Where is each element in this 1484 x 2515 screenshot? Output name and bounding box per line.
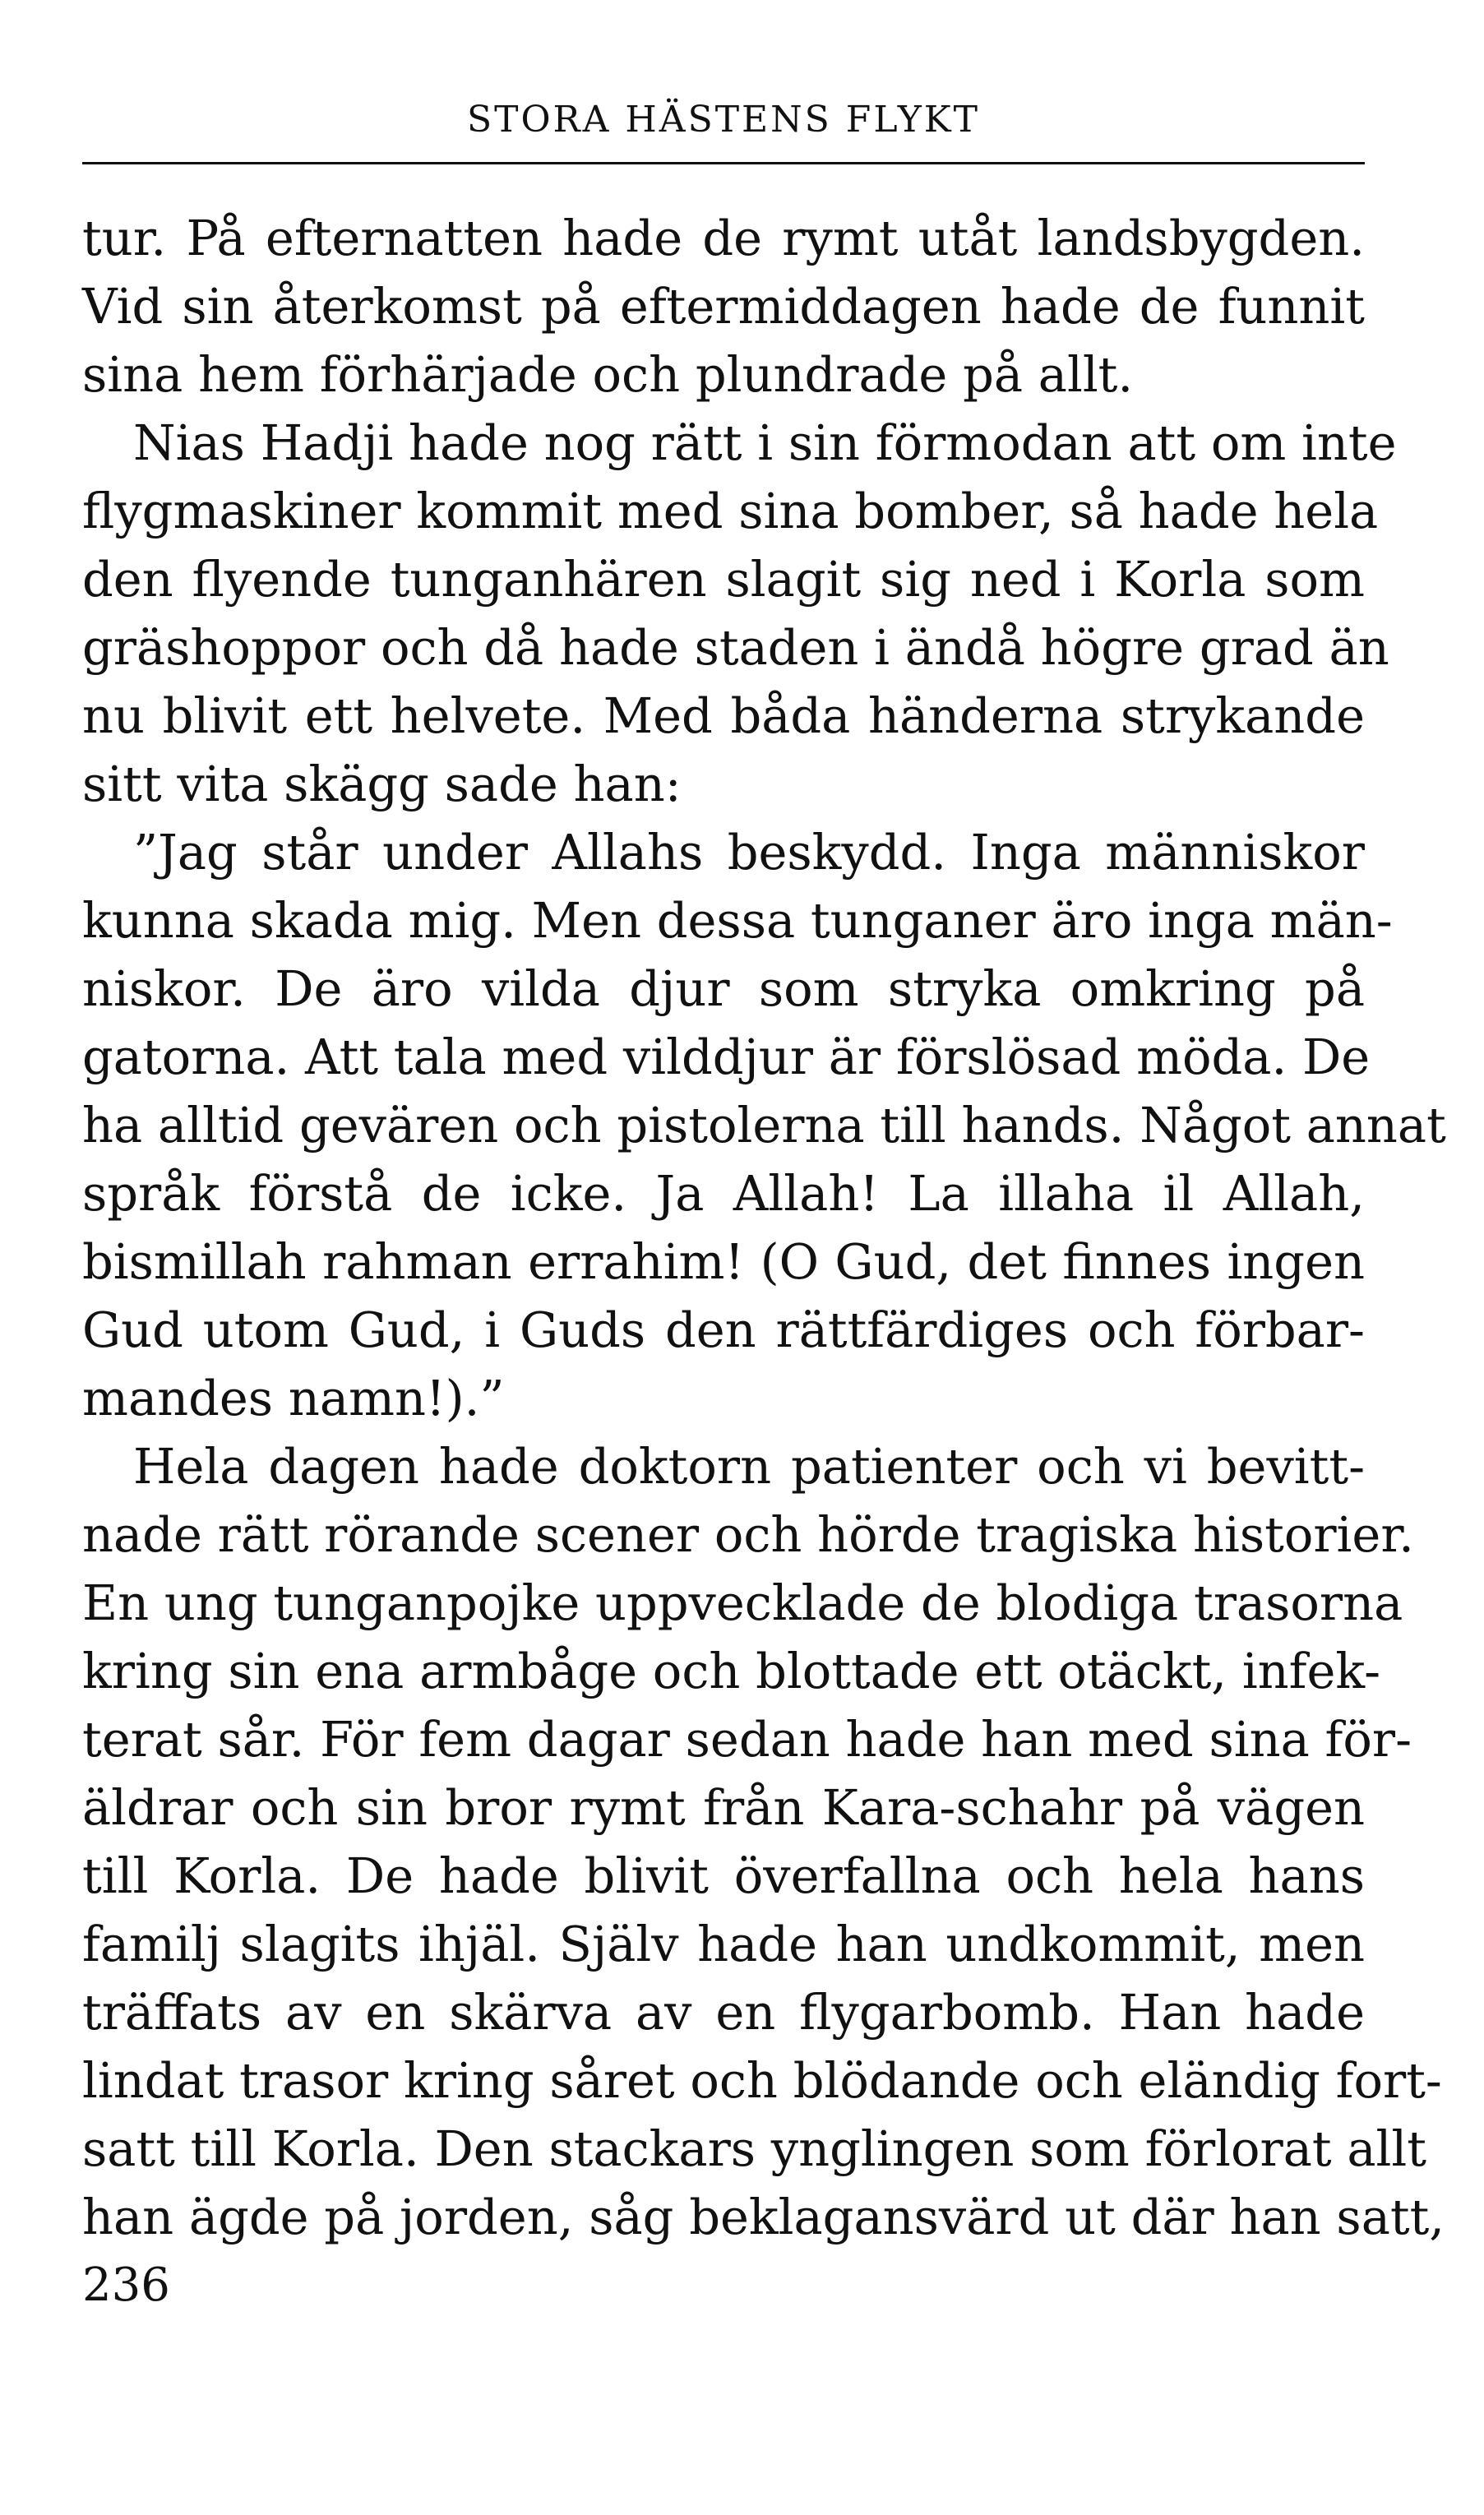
text-line: nade rätt rörande scener och hörde tragiska historier. [82, 1506, 1414, 1563]
text-line: tur. På efternatten hade de rymt utåt landsbygden. [82, 210, 1365, 266]
text-line: lindat trasor kring såret och blödande och eländig fort- [82, 2052, 1442, 2109]
text-line: språk förstå de icke. Ja Allah! La illaha il Allah, [82, 1165, 1365, 1222]
text-line: äldrar och sin bror rymt från Kara-schahr på vägen [82, 1779, 1365, 1836]
text-line: till Korla. De hade blivit överfallna och hela hans [82, 1847, 1365, 1904]
text-line: terat sår. För fem dagar sedan hade han med sina för- [82, 1711, 1412, 1768]
text-line: En ung tunganpojke uppvecklade de blodiga trasorna [82, 1574, 1403, 1631]
text-line: Gud utom Gud, i Guds den rättfärdiges och förbar- [82, 1301, 1365, 1358]
text-line: träffats av en skärva av en flygarbomb. Han hade [82, 1984, 1365, 2041]
text-line: bismillah rahman errahim! (O Gud, det finnes ingen [82, 1233, 1365, 1290]
text-line: flygmaskiner kommit med sina bomber, så hade hela [82, 483, 1379, 539]
running-head: STORA HÄSTENS FLYKT [466, 99, 981, 141]
text-line: Nias Hadji hade nog rätt i sin förmodan att om inte [133, 414, 1397, 471]
text-line: nu blivit ett helvete. Med båda händerna strykande [82, 687, 1365, 744]
text-line: satt till Korla. Den stackars ynglingen som förlorat allt [82, 2120, 1427, 2177]
text-line: gräshoppor och då hade staden i ändå högre grad än [82, 619, 1389, 676]
text-line: han ägde på jorden, såg beklagansvärd ut där han satt, [82, 2189, 1445, 2245]
text-line: sina hem förhärjade och plundrade på allt. [82, 346, 1134, 403]
header-rule [82, 162, 1365, 164]
text-line: Hela dagen hade doktorn patienter och vi bevitt- [133, 1438, 1365, 1495]
text-line: kunna skada mig. Men dessa tunganer äro inga män- [82, 892, 1393, 949]
text-line: Vid sin återkomst på eftermiddagen hade de funnit [82, 278, 1365, 335]
text-line: niskor. De äro vilda djur som stryka omkring på [82, 960, 1365, 1017]
body-text [82, 204, 1446, 2251]
text-line: ”Jag står under Allahs beskydd. Inga människor [133, 824, 1365, 881]
text-line: mandes namn!).” [82, 1370, 505, 1426]
text-line: gatorna. Att tala med vilddjur är förslösad möda. De [82, 1029, 1371, 1085]
text-line: kring sin ena armbåge och blottade ett otäckt, infek- [82, 1643, 1381, 1699]
page-number: 236 [82, 2258, 170, 2312]
text-line: ha alltid gevären och pistolerna till hands. Något annat [82, 1097, 1446, 1153]
text-line: sitt vita skägg sade han: [82, 756, 682, 812]
text-line: familj slagits ihjäl. Själv hade han undkommit, men [82, 1916, 1365, 1972]
text-line: den flyende tunganhären slagit sig ned i Korla som [82, 551, 1365, 608]
